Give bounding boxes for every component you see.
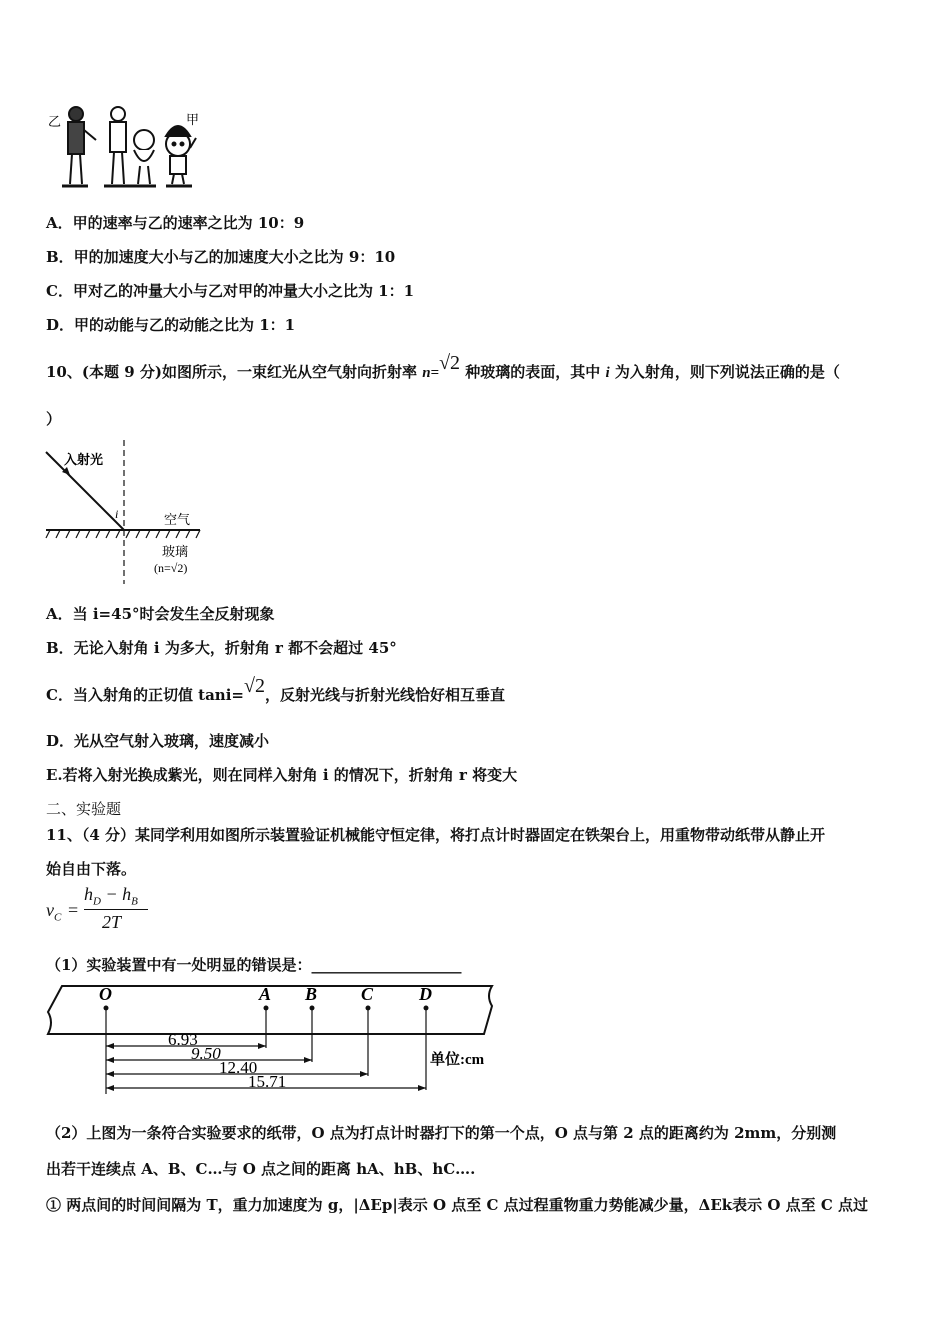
formula-eq: = bbox=[68, 900, 79, 920]
section2-title: 二、实验题 bbox=[46, 800, 122, 818]
q10-option-e: E.若将入射光换成紫光，则在同样入射角 i 的情况下，折射角 r 将变大 bbox=[46, 766, 518, 784]
unit-label: 单位:cm bbox=[430, 1052, 485, 1068]
incident-label: 入射光 bbox=[64, 452, 104, 467]
tape-point-label-c: C bbox=[361, 984, 374, 1004]
q9-option-a: A．甲的速率与乙的速率之比为 10：9 bbox=[46, 214, 305, 232]
dimension-arrow-left-2 bbox=[106, 1057, 114, 1063]
air-label: 空气 bbox=[164, 512, 191, 527]
formula-numerator: $h_D - h_B$ bbox=[84, 884, 138, 908]
q10-option-c bbox=[46, 675, 505, 706]
q10-sqrt2: √2 bbox=[439, 352, 461, 374]
dimension-value-2: 9.50 bbox=[191, 1044, 221, 1063]
n-label: (n=√2) bbox=[154, 561, 188, 575]
q9-option-b: B．甲的加速度大小与乙的加速度大小之比为 9：10 bbox=[46, 248, 396, 266]
q10-stem-part1: 10、(本题 9 分)如图所示，一束红光从空气射向折射率 bbox=[46, 363, 423, 381]
q10-option-c-part2: ，反射光线与折射光线恰好相互垂直 bbox=[264, 686, 505, 704]
skaters-illustration bbox=[44, 100, 204, 196]
q10-i-var: i bbox=[605, 365, 610, 381]
velocity-formula bbox=[46, 884, 156, 936]
dimension-arrow-right-1 bbox=[258, 1043, 266, 1049]
q11-part2-line1: （2）上图为一条符合实验要求的纸带，O 点为打点计时器打下的第一个点，O 点与第 2 点的距离约为 2mm，分别测 bbox=[46, 1124, 837, 1142]
label-jia: 甲 bbox=[186, 112, 200, 127]
q10-stem-part2: 种玻璃的表面，其中 bbox=[460, 363, 606, 381]
q10-option-c-sqrt: √2 bbox=[243, 675, 265, 697]
dimension-value-1: 6.93 bbox=[168, 1030, 198, 1049]
label-yi: 乙 bbox=[48, 114, 62, 129]
q9-option-d: D．甲的动能与乙的动能之比为 1：1 bbox=[46, 316, 296, 334]
tape-point-label-b: B bbox=[305, 984, 318, 1004]
q11-part1: （1）实验装置中有一处明显的错误是：____________________ bbox=[46, 956, 462, 974]
q10-stem-close: ） bbox=[46, 410, 62, 428]
skaters-figure bbox=[44, 100, 204, 196]
dimension-arrow-right-4 bbox=[418, 1085, 426, 1091]
tape-point-label-d: D bbox=[419, 984, 432, 1004]
q10-option-b: B．无论入射角 i 为多大，折射角 r 都不会超过 45° bbox=[46, 639, 397, 657]
q10-option-c-part1: C．当入射角的正切值 tani= bbox=[46, 686, 244, 704]
q10-stem-part3: 为入射角，则下列说法正确的是（ bbox=[609, 363, 840, 381]
tape-point-label-a: A bbox=[259, 984, 272, 1004]
q10-option-a: A．当 i=45°时会发生全反射现象 bbox=[46, 605, 275, 623]
formula-lhs: $v_C$ bbox=[46, 900, 62, 924]
q11-part2-line2: 出若干连续点 A、B、C…与 O 点之间的距离 hA、hB、hC…. bbox=[46, 1160, 476, 1178]
q9-option-c: C．甲对乙的冲量大小与乙对甲的冲量大小之比为 1：1 bbox=[46, 282, 415, 300]
refraction-diagram bbox=[44, 438, 208, 588]
dimension-arrow-left-4 bbox=[106, 1085, 114, 1091]
glass-label: 玻璃 bbox=[162, 544, 189, 559]
q10-stem bbox=[46, 352, 840, 383]
q10-n-eq: n= bbox=[422, 365, 440, 381]
paper-tape-figure bbox=[44, 982, 504, 1104]
q11-part3-line1: ① 两点间的时间间隔为 T，重力加速度为 g，|ΔEp|表示 O 点至 C 点过程重物重力势能减少量，ΔEk表示 O 点至 C 点过 bbox=[46, 1196, 869, 1214]
dimension-value-4: 15.71 bbox=[248, 1072, 287, 1091]
refraction-figure bbox=[44, 438, 208, 588]
q11-stem-line1: 11、（4 分）某同学利用如图所示装置验证机械能守恒定律，将打点计时器固定在铁架台上，用重物带动纸带从静止开 bbox=[46, 826, 826, 844]
dimension-value-3: 12.40 bbox=[219, 1058, 258, 1077]
dimension-arrow-right-2 bbox=[304, 1057, 312, 1063]
dimension-arrow-left-3 bbox=[106, 1071, 114, 1077]
dimension-arrow-right-3 bbox=[360, 1071, 368, 1077]
angle-i-label: i bbox=[115, 507, 119, 521]
formula-denominator: 2T bbox=[102, 912, 122, 932]
q11-stem-line2: 始自由下落。 bbox=[46, 860, 137, 878]
fraction-bar bbox=[84, 909, 148, 910]
dimension-arrow-left-1 bbox=[106, 1043, 114, 1049]
tape-point-label-o: O bbox=[99, 984, 112, 1004]
paper-tape bbox=[44, 982, 504, 1104]
q10-option-d: D．光从空气射入玻璃，速度减小 bbox=[46, 732, 270, 750]
hatching bbox=[46, 530, 200, 538]
